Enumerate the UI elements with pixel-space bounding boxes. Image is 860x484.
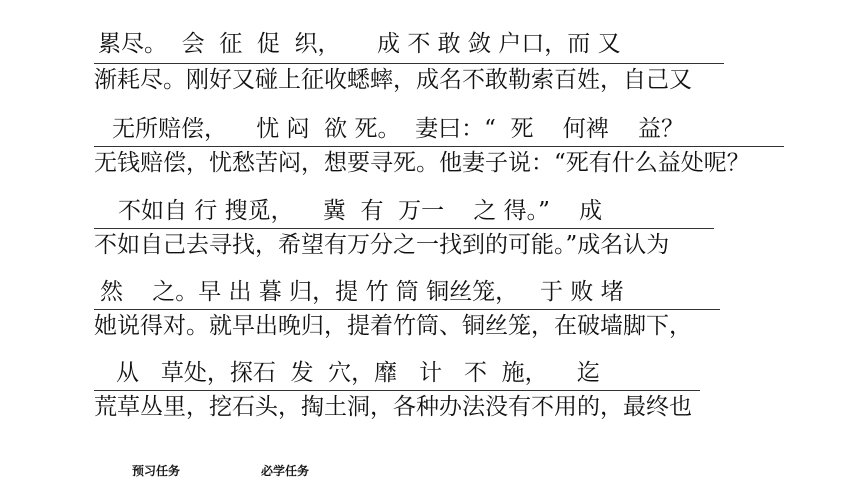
line-divider-2 (94, 146, 784, 147)
line-divider-5 (94, 390, 700, 391)
translation-line-1: 渐耗尽。刚好又碰上征收蟋蟀，成名不敢勒索百姓，自己又 (94, 67, 692, 93)
tab-preview-task[interactable]: 预习任务 (132, 464, 181, 478)
original-line-4: 然 之。早 出 暮 归，提 竹 筒 铜丝笼， 于 败 堵 (100, 279, 624, 305)
line-divider-1 (94, 63, 724, 64)
translation-line-3: 不如自己去寻找，希望有万分之一找到的可能。”成名认为 (94, 232, 670, 258)
translation-line-5: 荒草丛里，挖石头，掏土洞，各种办法没有不用的，最终也 (94, 394, 692, 420)
line-divider-3 (94, 228, 714, 229)
task-tabs (0, 456, 860, 484)
original-line-2: 无所赔偿， 忧 闷 欲 死。 妻曰：“ 死 何裨 益？ (112, 116, 684, 142)
original-line-3: 不如自 行 搜觅， 冀 有 万一 之 得。” 成 (118, 198, 603, 224)
translation-line-4: 她说得对。就早出晚归，提着竹筒、铜丝笼，在破墙脚下， (94, 313, 692, 339)
original-line-1: 累尽。 会 征 促 织， 成 不 敢 敛 户口，而 又 (98, 31, 621, 57)
tab-required-task[interactable]: 必学任务 (261, 464, 310, 478)
original-line-5: 从 草处，探石 发 穴，靡 计 不 施， 迄 (116, 360, 600, 386)
translation-line-2: 无钱赔偿，忧愁苦闷，想要寻死。他妻子说：“死有什么益处呢？ (94, 150, 750, 176)
line-divider-4 (94, 309, 720, 310)
